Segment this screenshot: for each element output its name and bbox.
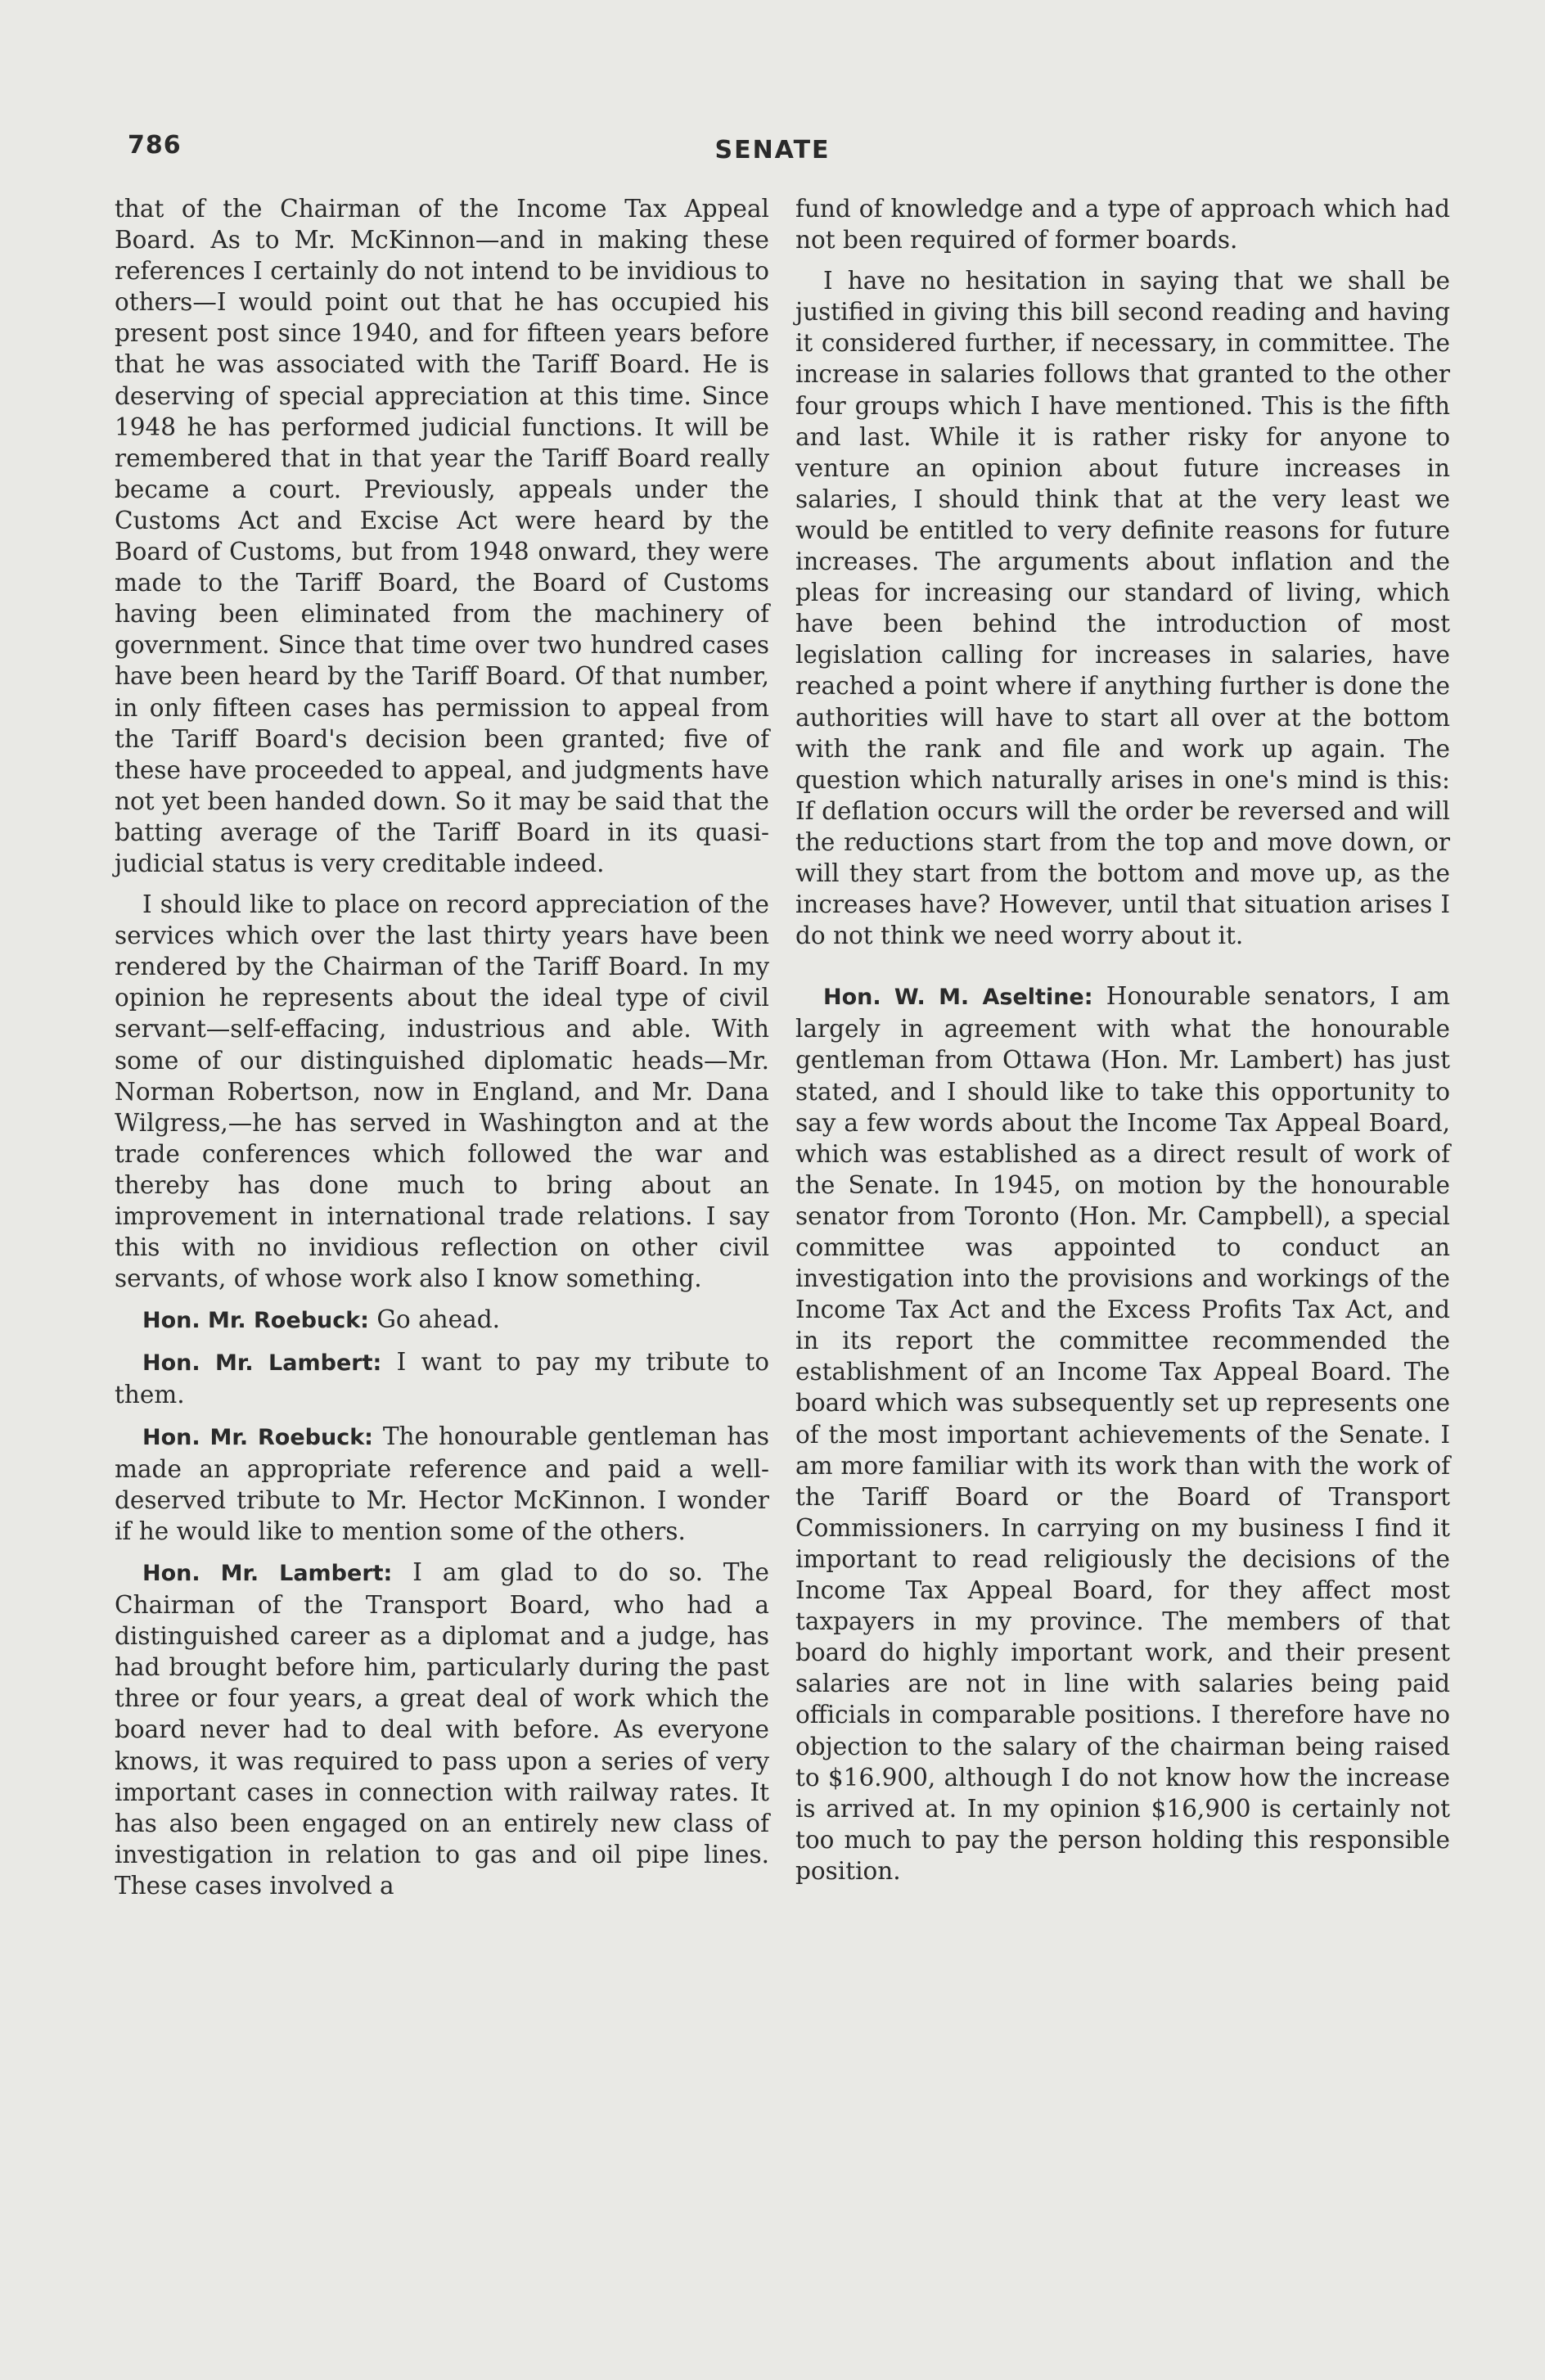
speaker-name: Hon. Mr. Roebuck: [142,1424,373,1450]
speech [115,1421,769,1547]
right-column [795,193,1450,1896]
paragraph: fund of knowledge and a type of approach which had not been required of former boards. [795,195,1450,255]
speaker-name: Hon. Mr. Lambert: [142,1350,382,1377]
left-column [115,193,769,1911]
speech [795,980,1450,1886]
running-title: SENATE [714,136,831,165]
speech [115,1304,769,1336]
speaker-name: Hon. Mr. Roebuck: [142,1308,369,1334]
speech-text: The honourable gentleman has made an appropriate reference and paid a well-deserved tribute to Mr. Hector McKinnon. I wonder if he would like to mention some of the others. [115,1422,769,1545]
speech-text: Go ahead. [368,1305,500,1334]
paragraph: that of the Chairman of the Income Tax Appeal Board. As to Mr. McKinnon—and in making these references I certainly do not intend to be invidious to others—I would point out that he has occupied his present post since 1940, and for fifteen years before that he was associated with the Tariff Board. He is deserving of special appreciation at this time. Since 1948 he has performed judicial functions. It will be remembered that in that year the Tariff Board really became a court. Previously, appeals under the Customs Act and Excise Act were heard by the Board of Customs, but from 1948 onward, they were made to the Tariff Board, the Board of Customs having been eliminated from the machinery of government. Since that time over two hundred cases have been heard by the Tariff Board. Of that number, in only fifteen cases has permission to appeal from the Tariff Board's decision been granted; five of these have proceeded to appeal, and judgments have not yet been handed down. So it may be said that the batting average of the Tariff Board in its quasi-judicial status is very creditable indeed. [115,195,769,877]
speech-text: Honourable senators, I am largely in agreement with what the honourable gentleman from Ottawa (Hon. Mr. Lambert) has just stated, and I should like to take this opportunity to say a few words about the Income Tax Appeal Board, which was established as a direct result of work of the Senate. In 1945, on motion by the honourable senator from Toronto (Hon. Mr. Campbell), a special committee was appointed to conduct an investigation into the provisions and workings of the Income Tax Act and the Excess Profits Tax Act, and in its report the committee recommended the establishment of an Income Tax Appeal Board. The board which was subsequently set up represents one of the most important achievements of the Senate. I am more familiar with its work than with the work of the Tariff Board or the Board of Transport Commissioners. In carrying on my business I find it important to read religiously the decisions of the Income Tax Appeal Board, for they affect most taxpayers in my province. The members of that board do highly important work, and their present salaries are not in line with salaries being paid officials in comparable positions. I therefore have no objection to the salary of the chairman being raised to $16.900, although I do not know how the increase is arrived at. In my opinion $16,900 is certainly not too much to pay the person holding this responsible position. [795,982,1450,1885]
page-number: 786 [128,131,182,160]
speech [115,1557,769,1901]
paragraph: I have no hesitation in saying that we shall be justified in giving this bill second reading and having it considered further, if necessary, in committee. The increase in salaries follows that granted to the other four groups which I have mentioned. This is the fifth and last. While it is rather risky for anyone to venture an opinion about future increases in salaries, I should think that at the very least we would be entitled to very definite reasons for future increases. The arguments about inflation and the pleas for increasing our standard of living, which have been behind the introduction of most legislation calling for increases in salaries, have reached a point where if anything further is done the authorities will have to start all over at the bottom with the rank and file and work up again. The question which naturally arises in one's mind is this: If deflation occurs will the order be reversed and will the reductions start from the top and move down, or will they start from the bottom and move up, as the increases have? However, until that situation arises I do not think we need worry about it. [795,267,1450,950]
speech-text: I want to pay my tribute to them. [115,1348,769,1409]
paragraph: I should like to place on record appreciation of the services which over the last thirty years have been rendered by the Chairman of the Tariff Board. In my opinion he represents about the ideal type of civil servant—self-effacing, industrious and able. With some of our distinguished diplomatic heads—Mr. Norman Robertson, now in England, and Mr. Dana Wilgress,—he has served in Washington and at the trade conferences which followed the war and thereby has done much to bring about an improvement in international trade relations. I say this with no invidious reflection on other civil servants, of whose work also I know something. [115,890,769,1293]
speaker-name: Hon. W. M. Aseltine: [823,985,1093,1011]
speech [115,1346,769,1410]
speaker-name: Hon. Mr. Lambert: [142,1560,393,1586]
speech-text: I am glad to do so. The Chairman of the Transport Board, who had a distinguished career as a diplomat and a judge, has had brought before him, particularly during the past three or four years, a great deal of work which the board never had to deal with before. As everyone knows, it was required to pass upon a series of very important cases in connection with railway rates. It has also been engaged on an entirely new class of investigation in relation to gas and oil pipe lines. These cases involved a [115,1557,770,1900]
